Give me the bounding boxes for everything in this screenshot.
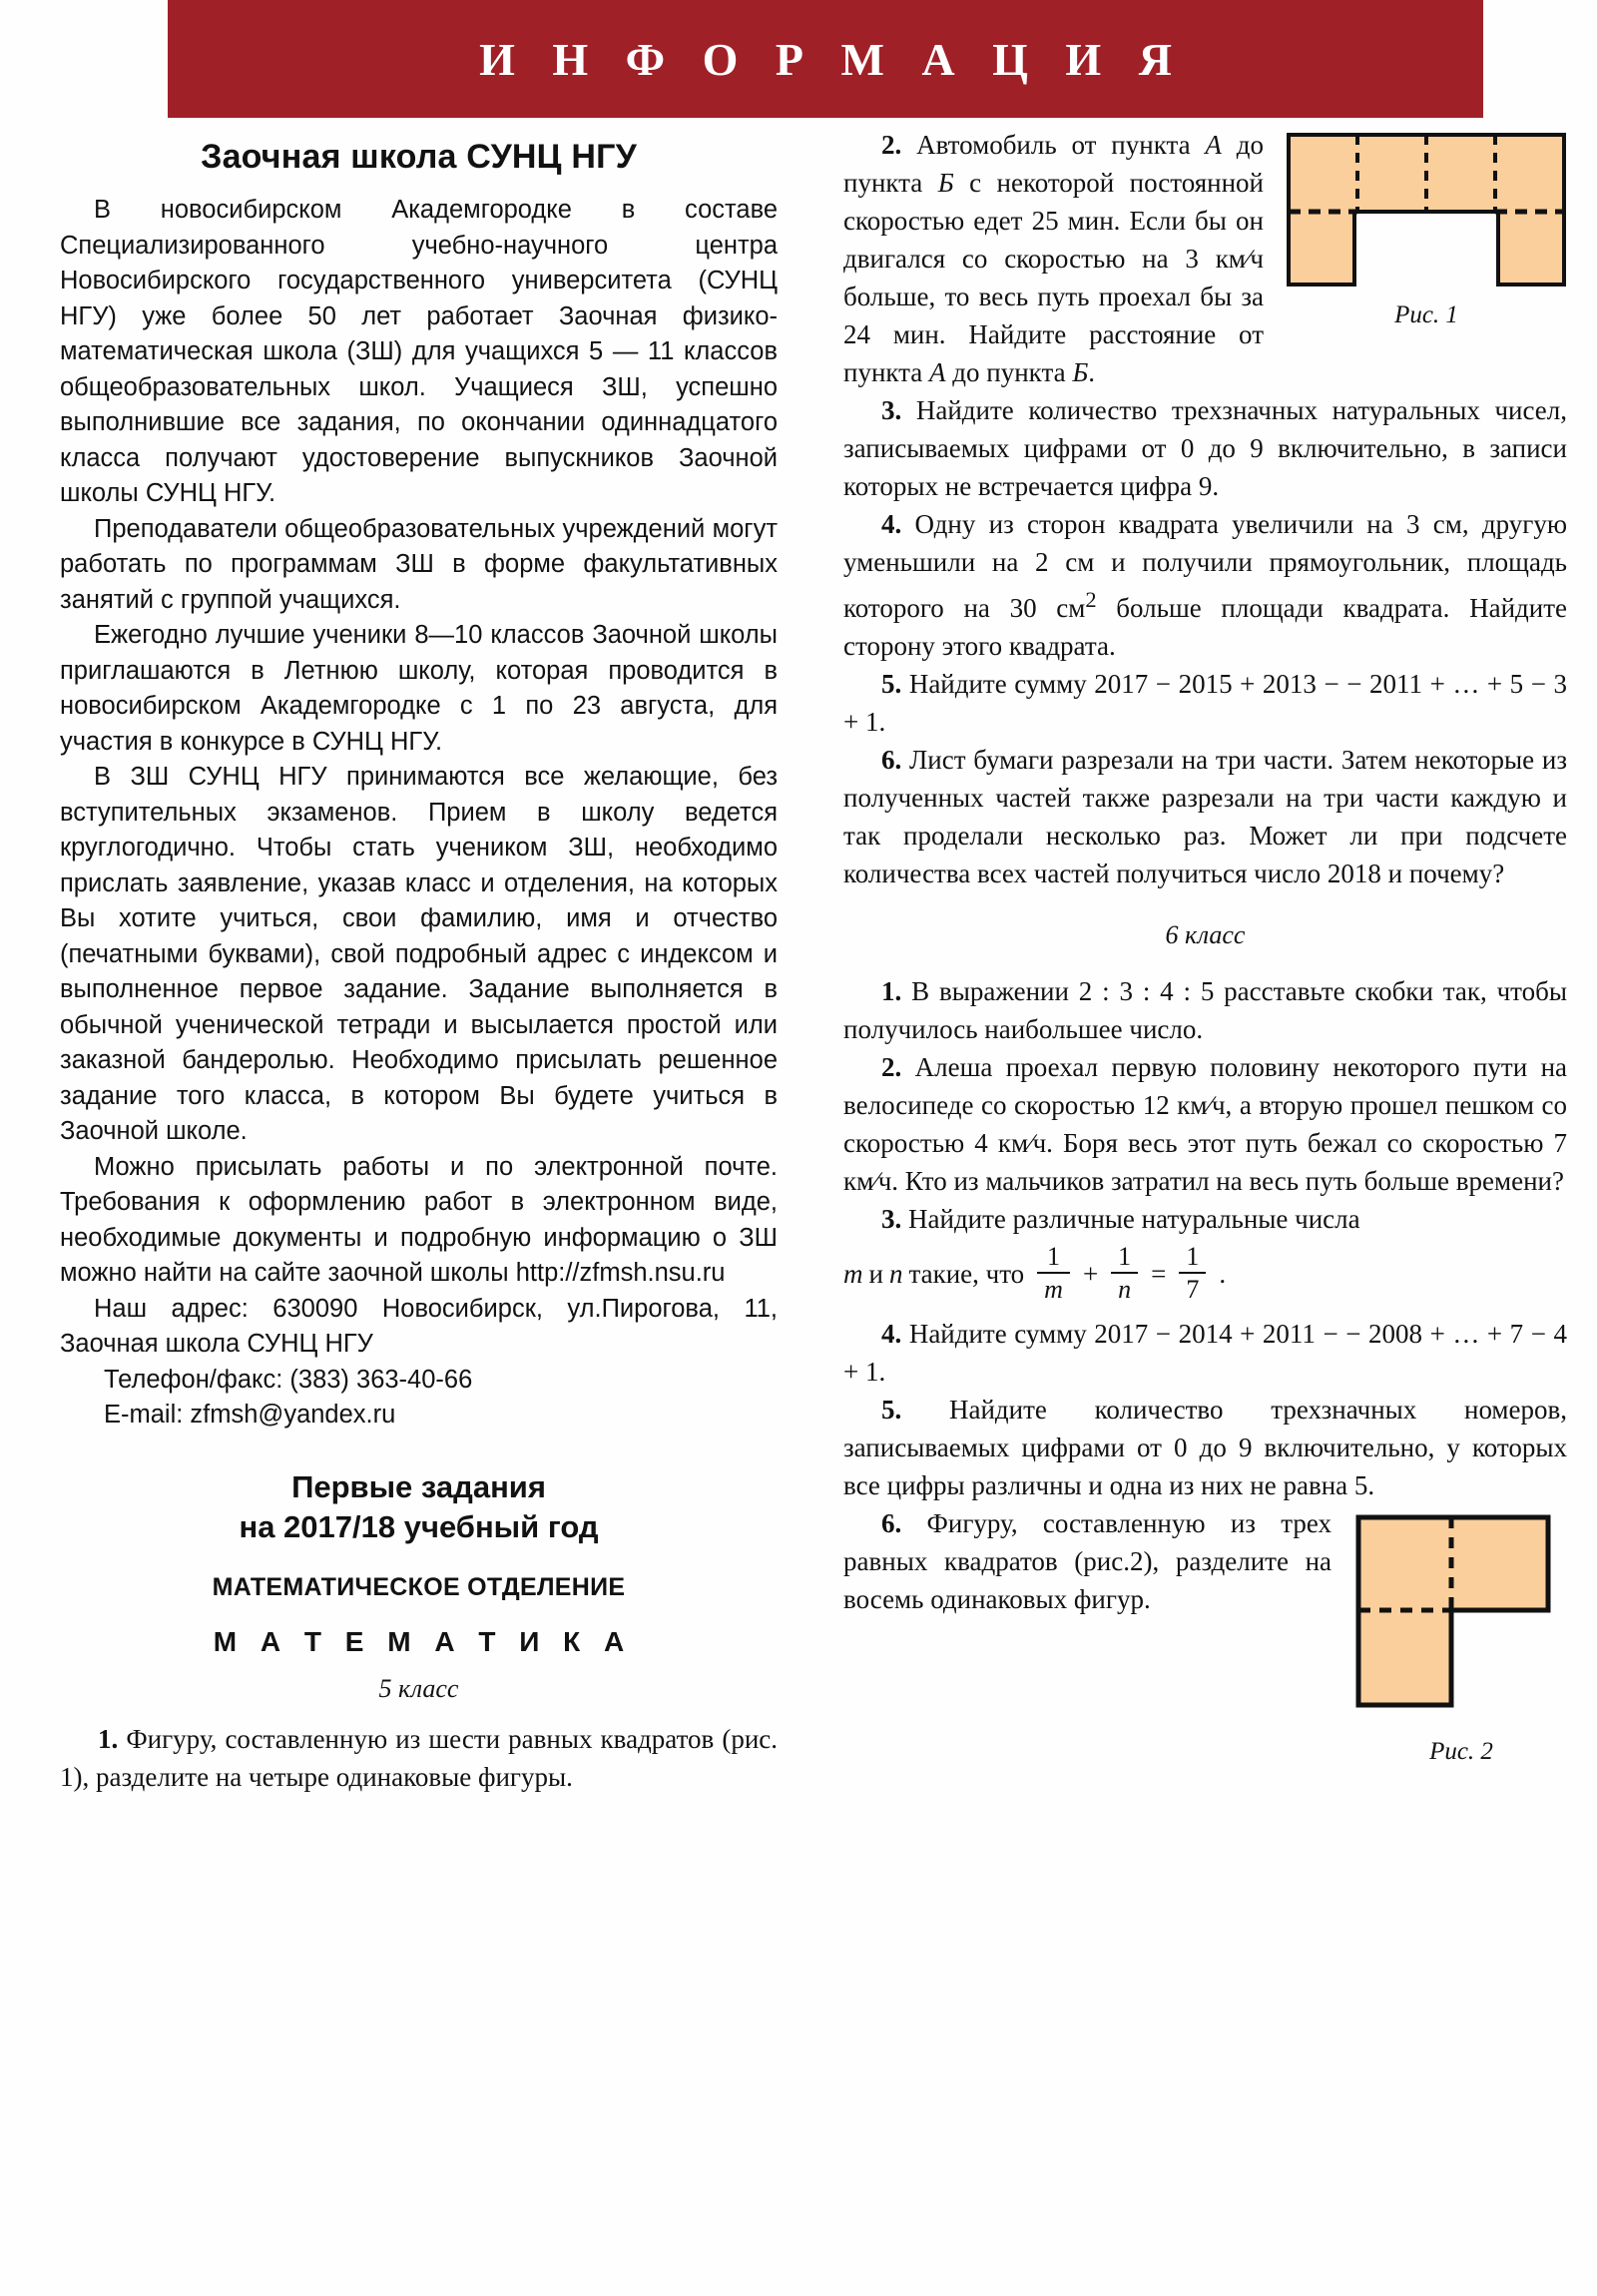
fraction-numerator: 1 bbox=[1118, 1242, 1132, 1271]
task-6-1 bbox=[843, 972, 1567, 1048]
task-5-6-number: 6. bbox=[881, 745, 902, 775]
fraction-one-over-m bbox=[1037, 1244, 1070, 1303]
task-5-5-number: 5. bbox=[881, 669, 902, 699]
task-6-4-number: 4. bbox=[881, 1319, 902, 1349]
page-title: Заочная школа СУНЦ НГУ bbox=[201, 138, 637, 176]
task-6-3-number: 3. bbox=[881, 1204, 902, 1234]
left-column bbox=[60, 126, 778, 2296]
variable-m: m bbox=[843, 1258, 863, 1289]
fraction-denominator-n: n bbox=[1111, 1272, 1138, 1303]
task-6-2-number: 2. bbox=[881, 1052, 902, 1082]
task-6-6-number: 6. bbox=[881, 1508, 902, 1538]
task-5-2-point-b2: Б bbox=[1072, 357, 1089, 387]
grade-5-heading: 5 класс bbox=[378, 1673, 459, 1703]
task-5-1-number: 1. bbox=[98, 1723, 119, 1754]
task-5-3 bbox=[843, 391, 1567, 505]
banner-title: И Н Ф О Р М А Ц И Я bbox=[479, 33, 1185, 85]
paragraph-intro: В новосибирском Академгородке в составе Специализированного учебно-научного центра Новосибирского государственного университета (СУНЦ НГУ) уже более 50 лет работает Заочная физико-математическая школа (ЗШ) для учащихся 5 — 11 классов общеобразовательных школ. Учащиеся ЗШ, успешно выполнившие все задания, по окончании одиннадцатого класса получают удостоверение выпускников Заочной школы СУНЦ НГУ. bbox=[60, 196, 779, 507]
task-5-4 bbox=[843, 505, 1567, 665]
task-5-6-text: Лист бумаги разрезали на три части. Затем некоторые из полученных частей также разрезали на три части каждую и так проделали несколько раз. Может ли при подсчете количества всех частей получиться число 2018 и почему? bbox=[843, 745, 1567, 888]
assignments-title-line2: на 2017/18 учебный год bbox=[239, 1508, 599, 1544]
figure-1-shape bbox=[1286, 132, 1567, 291]
paragraph-address: Наш адрес: 630090 Новосибирск, ул.Пирогова, 11, Заочная школа СУНЦ НГУ bbox=[60, 1294, 779, 1358]
fraction-numerator: 1 bbox=[1186, 1242, 1200, 1271]
figure-2-container bbox=[1355, 1514, 1567, 1765]
assignments-title-line1: Первые задания bbox=[291, 1468, 546, 1504]
fraction-denominator-7: 7 bbox=[1179, 1272, 1206, 1303]
operator-equals: = bbox=[1151, 1258, 1167, 1289]
task-5-1-text: Фигуру, составленную из шести равных квадратов (рис. 1), разделите на четыре одинаковые фигуры. bbox=[60, 1723, 779, 1792]
variable-n: n bbox=[888, 1258, 903, 1289]
task-6-1-text: В выражении 2 : 3 : 4 : 5 расставьте скобки так, чтобы получилось наибольшее число. bbox=[843, 976, 1567, 1044]
task-5-4-text-a: Одну из сторон квадрата увеличили на 3 см, другую уменьшили на 2 см и получили прямоугольник, площадь которого на 30 см bbox=[843, 509, 1567, 623]
task-5-5-text: Найдите сумму 2017 − 2015 + 2013 − − 2011 + … + 5 − 3 + 1. bbox=[843, 669, 1567, 737]
task-5-2-point-a: А bbox=[1205, 130, 1222, 160]
fraction-denominator-m: m bbox=[1037, 1272, 1070, 1303]
department-heading: МАТЕМАТИЧЕСКОЕ ОТДЕЛЕНИЕ bbox=[212, 1572, 626, 1601]
task-6-6-text: Фигуру, составленную из трех равных квадратов (рис.2), разделите на восемь одинаковых фигур. bbox=[843, 1508, 1331, 1614]
figure-2-caption: Рис. 2 bbox=[1429, 1738, 1493, 1765]
task-6-5-text: Найдите количество трехзначных номеров, записываемых цифрами от 0 до 9 включительно, у которых все цифры различны и одна из них не равна 5. bbox=[843, 1395, 1567, 1500]
grade-6-heading: 6 класс bbox=[1165, 920, 1246, 949]
task-5-2-point-a2: А bbox=[929, 357, 946, 387]
task-6-4 bbox=[843, 1315, 1567, 1391]
task-5-2-text-b: до пункта bbox=[843, 130, 1264, 198]
equation-period: . bbox=[1219, 1258, 1227, 1289]
task-5-2-text-d: до пункта bbox=[945, 357, 1073, 387]
paragraph-phone: Телефон/факс: (383) 363-40-66 bbox=[104, 1365, 473, 1394]
assignments-title bbox=[60, 1467, 778, 1547]
conjunction-and: и bbox=[868, 1258, 883, 1289]
task-5-2-number: 2. bbox=[881, 130, 902, 160]
task-5-6 bbox=[843, 741, 1567, 892]
task-5-2-text-a: Автомобиль от пункта bbox=[901, 130, 1206, 160]
paragraph-email: E-mail: zfmsh@yandex.ru bbox=[104, 1401, 396, 1429]
task-5-4-superscript: 2 bbox=[1085, 587, 1097, 612]
task-5-2-point-b: Б bbox=[937, 168, 954, 198]
task-5-3-text: Найдите количество трехзначных натуральных чисел, записываемых цифрами от 0 до 9 включительно, в записи которых не встречается цифра 9. bbox=[843, 395, 1567, 501]
subject-heading: М А Т Е М А Т И К А bbox=[213, 1625, 633, 1657]
right-column bbox=[843, 126, 1567, 2296]
paragraph-email-submission: Можно присылать работы и по электронной почте. Требования к оформлению работ в электронном виде, необходимые документы и подробную информацию о ЗШ можно найти на сайте заочной школы http://zfmsh.nsu.ru bbox=[60, 1152, 779, 1287]
fraction-numerator: 1 bbox=[1047, 1242, 1061, 1271]
such-that-text: такие, что bbox=[908, 1258, 1025, 1289]
paragraph-admission: В ЗШ СУНЦ НГУ принимаются все желающие, без вступительных экзаменов. Прием в школу ведется круглогодично. Чтобы стать учеником ЗШ, необходимо прислать заявление, указав класс и отделения, на которых Вы хотите учиться, свои фамилию, имя и отчество (печатными буквами), свой подробный адрес с индексом и выполненное первое задание. Задание выполняется в обычной ученической тетради и высылается простой или заказной бандеролью. Необходимо присылать решенное задание того класса, в котором Вы будете учиться в Заочной школе. bbox=[60, 763, 779, 1145]
task-5-4-number: 4. bbox=[881, 509, 902, 539]
task-6-1-number: 1. bbox=[881, 976, 902, 1006]
task-6-4-text: Найдите сумму 2017 − 2014 + 2011 − − 2008 + … + 7 − 4 + 1. bbox=[843, 1319, 1567, 1387]
fraction-one-over-seven bbox=[1179, 1244, 1206, 1303]
paragraph-teachers: Преподаватели общеобразовательных учреждений могут работать по программам ЗШ в форме факультативных занятий с группой учащихся. bbox=[60, 514, 779, 614]
paragraph-summer-school: Ежегодно лучшие ученики 8—10 классов Заочной школы приглашаются в Летнюю школу, которая проводится в новосибирском Академгородке с 1 по 23 августа, для участия в конкурсе в СУНЦ НГУ. bbox=[60, 621, 779, 756]
task-6-5-number: 5. bbox=[881, 1395, 902, 1425]
task-6-3-text: Найдите различные натуральные числа bbox=[901, 1204, 1360, 1234]
page-body bbox=[0, 118, 1597, 2296]
figure-2-shape bbox=[1355, 1514, 1567, 1710]
task-6-3-equation bbox=[843, 1244, 1567, 1303]
task-5-2-text-c: с некоторой постоянной скоростью едет 25 мин. Если бы он двигался со скоростью на 3 км∕ч больше, то весь путь проехал бы за 24 мин. Найдите расстояние от пункта bbox=[843, 168, 1264, 387]
figure-1-caption: Рис. 1 bbox=[1394, 301, 1458, 328]
task-5-1 bbox=[60, 1720, 778, 1796]
operator-plus: + bbox=[1082, 1258, 1099, 1289]
task-6-3 bbox=[843, 1200, 1567, 1238]
task-6-5 bbox=[843, 1391, 1567, 1504]
task-5-3-number: 3. bbox=[881, 395, 902, 425]
information-banner bbox=[168, 0, 1483, 118]
fraction-one-over-n bbox=[1111, 1244, 1138, 1303]
task-6-2-text: Алеша проехал первую половину некоторого пути на велосипеде со скоростью 12 км∕ч, а вторую прошел пешком со скоростью 4 км∕ч. Боря весь этот путь бежал со скоростью 7 км∕ч. Кто из мальчиков затратил на весь путь больше времени? bbox=[843, 1052, 1567, 1196]
figure-1-container bbox=[1286, 132, 1567, 331]
task-5-5 bbox=[843, 665, 1567, 741]
task-6-2 bbox=[843, 1048, 1567, 1200]
task-5-4-text-b: больше площади квадрата. Найдите сторону этого квадрата. bbox=[843, 593, 1567, 661]
task-5-2-text-e: . bbox=[1088, 357, 1095, 387]
